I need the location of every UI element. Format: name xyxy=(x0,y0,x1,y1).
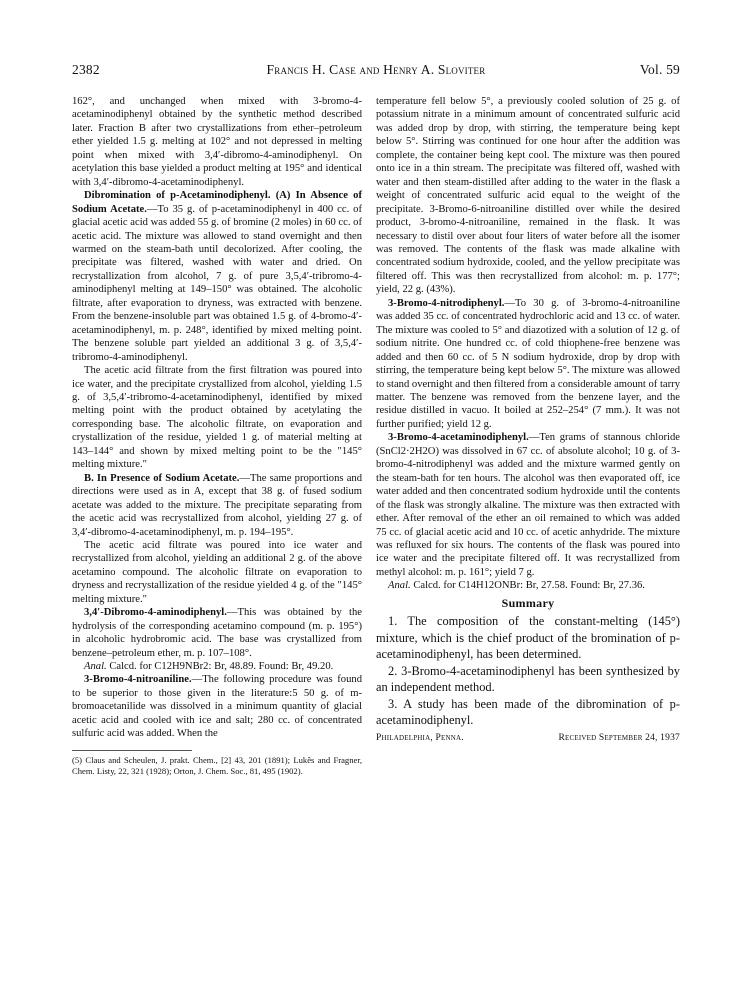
running-header xyxy=(72,62,680,82)
place-label: Philadelphia, Penna. xyxy=(376,732,464,743)
section-paragraph xyxy=(72,606,362,660)
received-line xyxy=(376,732,680,745)
section-paragraph xyxy=(376,297,680,432)
section-heading: 3-Bromo-4-nitroaniline. xyxy=(84,674,192,686)
analysis-body: Calcd. for C14H12ONBr: Br, 27.58. Found: Br, 27.36. xyxy=(410,580,645,592)
footnote-rule xyxy=(72,750,192,751)
paragraph: The acetic acid filtrate was poured into ice water and recrystallized from alcohol, yielding an additional 2 g. of the above acetamino compound. The alcoholic filtrate on evaporation to dryness and recrystallization of the residue yielded 4 g. of the "145° melting mixture." xyxy=(72,539,362,605)
analysis-line xyxy=(72,660,362,673)
section-heading: Dibromination of p-Acetaminodiphenyl. (A) In Absence of Sodium Acetate. xyxy=(72,190,362,215)
left-column xyxy=(72,95,362,777)
summary-item: 2. 3-Bromo-4-acetaminodiphenyl has been synthesized by an independent method. xyxy=(376,663,680,695)
section-paragraph xyxy=(72,189,362,364)
paragraph-body: —To 35 g. of p-acetaminodiphenyl in 400 cc. of glacial acetic acid was added 55 g. of bromine (2 moles) in 60 cc. of acetic acid. The mixture was allowed to stand overnight and then warmed on the steam-bath until decolorized. After cooling, the precipitate was filtered, washed with water and dried. On recrystallization from alcohol, 7 g. of pure 3,5,4′-tribromo-4-aminodiphenyl melting at 149–150° was obtained. The alcoholic filtrate, after evaporation to dryness, was extracted with benzene. From the benzene-insoluble part was obtained 1.5 g. of 4-bromo-4′-acetaminodiphenyl, m. p. 248°, identified by mixed melting point. The benzene soluble part yielded an additional 3 g. of 3,5,4′-tribromo-4-aminodiphenyl. xyxy=(72,203,363,363)
anal-label: Anal. xyxy=(388,580,411,592)
summary-item: 3. A study has been made of the dibromination of p-acetaminodiphenyl. xyxy=(376,696,680,728)
footnote: (5) Claus and Scheulen, J. prakt. Chem., [2] 43, 201 (1891); Lukês and Fragner, Chem. Listy, 22, 321 (1928); Orton, J. Chem. Soc., 81, 495 (1902). xyxy=(72,754,362,776)
summary-item: 1. The composition of the constant-melting (145°) mixture, which is the chief product of the bromination of p-acetaminodiphenyl, has been determined. xyxy=(376,614,680,662)
right-column xyxy=(376,95,680,745)
paragraph: 162°, and unchanged when mixed with 3-bromo-4-acetaminodiphenyl obtained by the synthetic method described later. Fraction B after two crystallizations from ether–petroleum ether yielded 1.5 g. melting at 102° and not depressed in melting point when mixed with 3,4′-dibromo-4-aminodiphenyl. On acetylation this base yielded a product melting at 195° and identical with 3,4′-dibromo-4-acetaminodiphenyl. xyxy=(72,96,362,188)
section-paragraph xyxy=(376,431,680,579)
section-paragraph xyxy=(72,673,362,740)
paragraph: temperature fell below 5°, a previously cooled solution of 25 g. of potassium nitrate in a minimum amount of concentrated sulfuric acid was added drop by drop, with stirring, the temperature being kept below 5°. Stirring was continued for one hour after the addition was complete, the container being kept cool. The mixture was then poured onto ice in a thin stream. The precipitate was filtered off, washed with water and then steam-distilled after adding to the water in the flask a weight of concentrated sulfuric acid equal to the weight of the precipitate. 3-Bromo-6-nitroaniline distilled over while the desired product, 3-bromo-4-nitroaniline, remained in the flask. It was necessary to distil over about four liters of water before all the isomer was removed. The contents of the flask was made alkaline with concentrated sodium hydroxide, cooled, and the yellow precipitate was filtered off. This was then recrystallized from alcohol: m. p. 177°; yield, 22 g. (43%). xyxy=(376,96,680,296)
running-title: Francis H. Case and Henry A. Sloviter xyxy=(266,62,486,77)
section-heading: B. In Presence of Sodium Acetate. xyxy=(84,472,240,484)
volume-label: Vol. 59 xyxy=(639,62,680,77)
paragraph-body: —Ten grams of stannous chloride (SnCl2·2H2O) was dissolved in 67 cc. of absolute alcohol; 10 g. of 3-bromo-4-nitrodiphenyl was added and the mixture warmed gently on the steam-bath for ten hours. The alcohol was then evaporated off, ice water added and then concentrated sodium hydroxide until the contents of the flask was strongly alkaline. The mixture was then extracted with ether. After removal of the ether an oil remained to which was added 75 cc. of glacial acetic acid and 10 cc. of acetic anhydride. The mixture was refluxed for six hours. The contents of the flask was poured into ice water and the precipitate filtered off. It was recrystallized from methyl alcohol: m. p. 161°; yield 7 g. xyxy=(376,432,680,578)
section-heading: 3-Bromo-4-acetaminodiphenyl. xyxy=(388,432,529,444)
analysis-line xyxy=(376,579,680,592)
summary-heading: Summary xyxy=(501,595,555,610)
section-heading: 3-Bromo-4-nitrodiphenyl. xyxy=(388,297,505,309)
anal-label: Anal. xyxy=(84,661,107,673)
paragraph-body: —This was obtained by the hydrolysis of the corresponding acetamino compound (m. p. 195°) in alcoholic hydrobromic acid. The base was crystallized from benzene–petroleum ether, m. p. 107–108°. xyxy=(72,607,362,659)
received-date: Received September 24, 1937 xyxy=(558,732,680,743)
paragraph: The acetic acid filtrate from the first filtration was poured into ice water, and the precipitate crystallized from alcohol, yielding 1.5 g. of 3,5,4′-tribromo-4-acetaminodiphenyl, identified by mixed melting point with the product obtained by acetylating the corresponding base. The alcoholic filtrate, on evaporation and crystallization of the residue, yielded 1 g. of material melting at 143–144° and shown by mixed melting point to be the "145° melting mixture." xyxy=(72,365,362,471)
page-number: 2382 xyxy=(72,62,100,77)
paragraph-body: —The same proportions and directions were used as in A, except that 38 g. of fused sodium acetate was added to the mixture. The precipitate separating from the acetic acid was recrystallized from alcohol, yielding 27 g. of 3,4′-dibromo-4-acetaminodiphenyl, m. p. 194–195°. xyxy=(72,472,363,538)
section-paragraph xyxy=(72,472,362,539)
paragraph-body: —To 30 g. of 3-bromo-4-nitroaniline was added 35 cc. of concentrated hydrochloric acid and 13 cc. of water. The mixture was cooled to 5° and diazotized with a solution of 12 g. of sodium nitrite. One hundred cc. of cold thiophene-free benzene was added and then 60 cc. of 5 N sodium hydroxide, drop by drop with stirring, the temperature being kept below 5°. The mixture was allowed to stand overnight and then filtered from a considerable amount of tarry matter. The benzene was removed from the benzene layer, and the residue distilled in vacuo. It boiled at 252–254° (7 mm.). It was not further purified; yield 12 g. xyxy=(376,297,680,430)
analysis-body: Calcd. for C12H9NBr2: Br, 48.89. Found: Br, 49.20. xyxy=(106,661,334,673)
paragraph-body: —The following procedure was found to be superior to those given in the literature:5 50 g. of m-bromoacetanilide was dissolved in a minimum quantity of glacial acetic acid and cooled with ice and salt; 280 cc. of concentrated sulfuric acid was added. When the xyxy=(72,674,362,740)
section-heading: 3,4′-Dibromo-4-aminodiphenyl. xyxy=(84,607,227,619)
